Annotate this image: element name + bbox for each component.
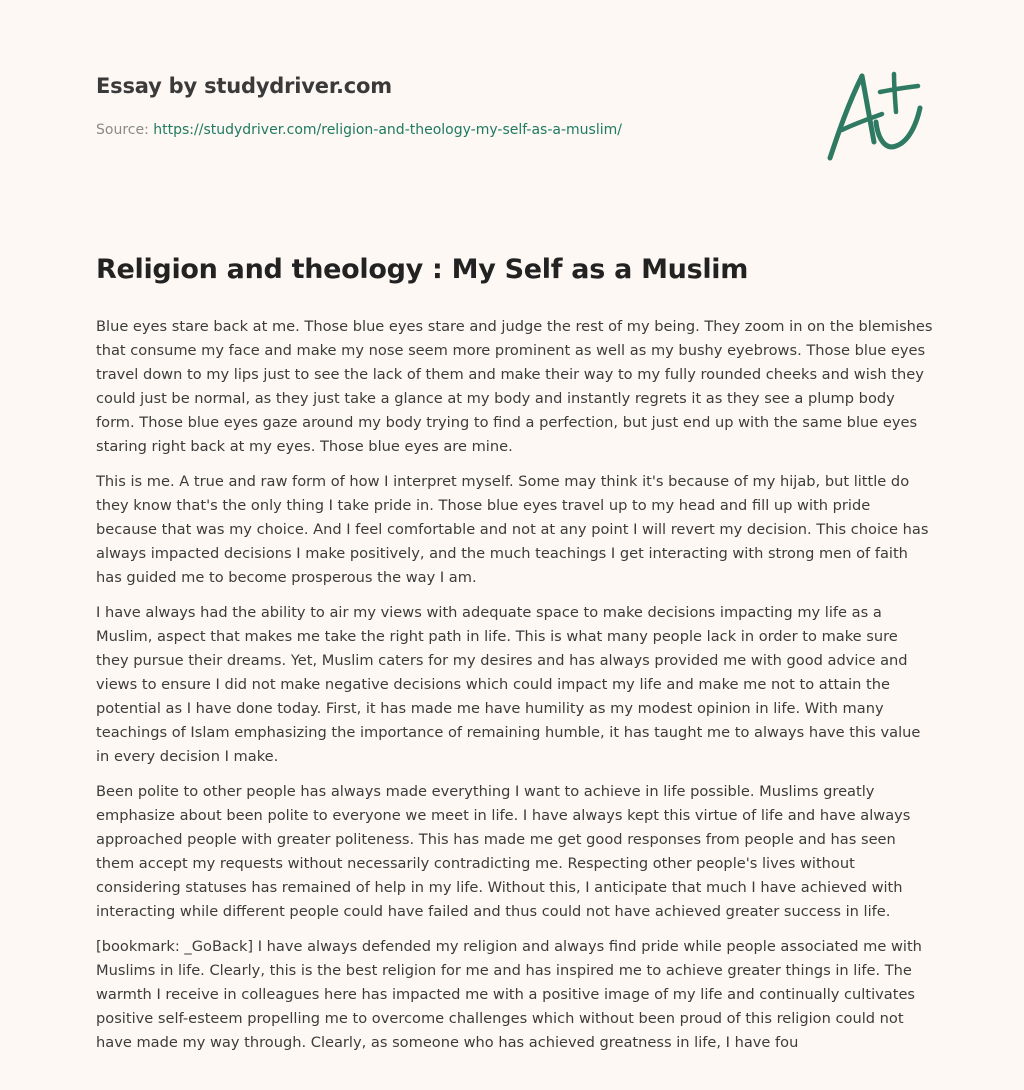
a-plus-logo-icon [822, 68, 926, 164]
source-line [96, 122, 796, 138]
site-brand: Essay by studydriver.com [96, 74, 392, 98]
essay-paragraph: Been polite to other people has always made everything I want to achieve in life possible. Muslims greatly emphasize about been polite to everyone we meet in life. I have always kept this virtue of life and have always approached people with greater politeness. This has made me get good responses from people and has seen them accept my requests without necessarily contradicting me. Respecting other people's lives without considering statuses has remained of help in my life. Without this, I anticipate that much I have achieved with interacting while different people could have failed and thus could not have achieved greater success in life. [96, 783, 911, 920]
essay-paragraph: Blue eyes stare back at me. Those blue eyes stare and judge the rest of my being. They zoom in on the blemishes that consume my face and make my nose seem more prominent as well as my bushy eyebrows. Those blue eyes travel down to my lips just to see the lack of them and make their way to my fully rounded cheeks and wish they could just be normal, as they just take a glance at my body and instantly regrets it as they see a plump body form. Those blue eyes gaze around my body trying to find a perfection, but just end up with the same blue eyes staring right back at my eyes. Those blue eyes are mine. [96, 318, 933, 455]
source-link[interactable]: https://studydriver.com/religion-and-theology-my-self-as-a-muslim/ [153, 122, 622, 138]
essay-paragraph: This is me. A true and raw form of how I interpret myself. Some may think it's because of my hijab, but little do they know that's the only thing I take pride in. Those blue eyes travel up to my head and fill up with pride because that was my choice. And I feel comfortable and not at any point I will revert my decision. This choice has always impacted decisions I make positively, and the much teachings I get interacting with strong men of faith has guided me to become prosperous the way I am. [96, 473, 929, 586]
source-label: Source: [96, 122, 149, 138]
page-header [96, 74, 796, 138]
essay-body [96, 315, 934, 1066]
essay-paragraph: [bookmark: _GoBack] I have always defended my religion and always find pride while people associated me with Muslims in life. Clearly, this is the best religion for me and has inspired me to achieve greater things in life. The warmth I receive in colleagues here has impacted me with a positive image of my life and continually cultivates positive self-esteem propelling me to overcome challenges which without been proud of this religion could not have made my way through. Clearly, as someone who has achieved greatness in life, I have fou [96, 938, 922, 1051]
essay-paragraph: I have always had the ability to air my views with adequate space to make decisions impacting my life as a Muslim, aspect that makes me take the right path in life. This is what many people lack in order to make sure they pursue their dreams. Yet, Muslim caters for my desires and has always provided me with good advice and views to ensure I did not make negative decisions which could impact my life and make me not to attain the potential as I have done today. First, it has made me have humility as my modest opinion in life. With many teachings of Islam emphasizing the importance of remaining humble, it has taught me to always have this value in every decision I make. [96, 604, 921, 765]
essay-title: Religion and theology : My Self as a Muslim [96, 254, 749, 285]
